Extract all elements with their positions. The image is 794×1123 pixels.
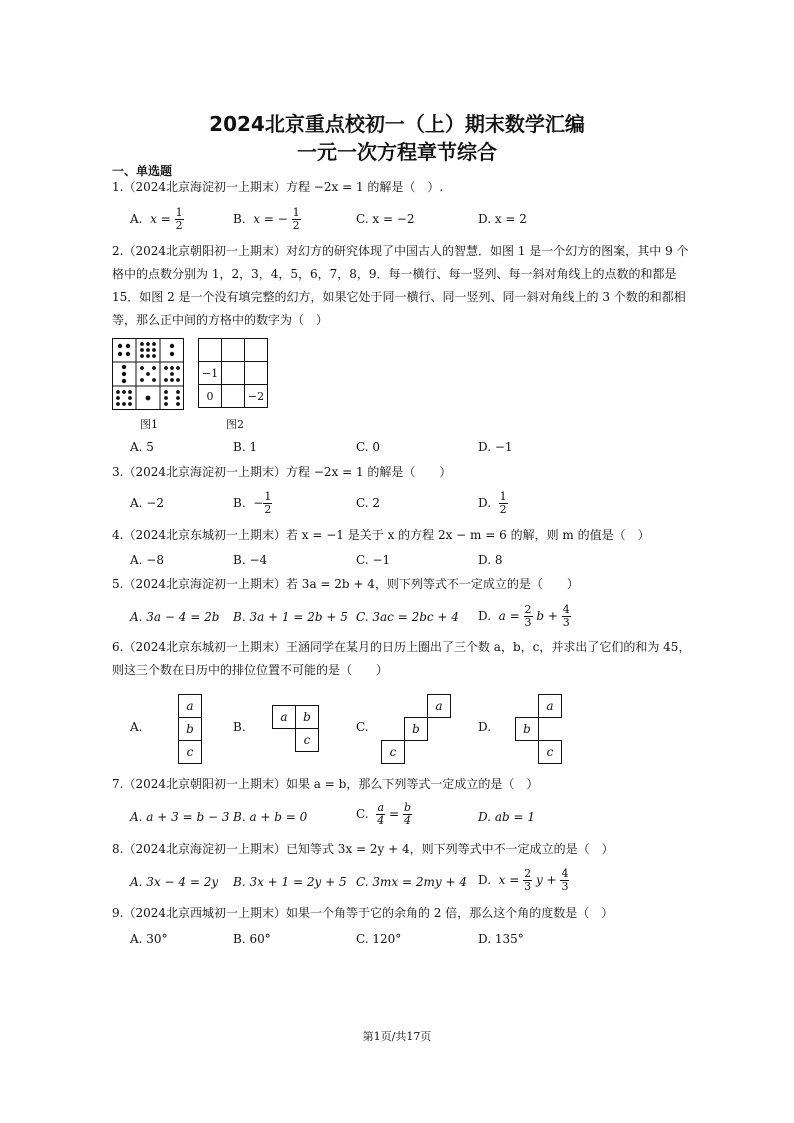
calendar-cell-c: c (295, 728, 319, 752)
calendar-cell-a: a (178, 694, 202, 718)
question-3: 3.（2024北京海淀初一上期末）方程 −2x = 1 的解是（ ） (112, 465, 452, 479)
question-2: 2.（2024北京朝阳初一上期末）对幻方的研究体现了中国古人的智慧．如图 1 是一个幻方的图案，其中 9 个格中的点数分别为 1，2，3，4，5，6，7，8，9．每一横行、每一竖列、每一斜对角线上的点数的和都是 15．如图 2 是一个没有填完整的幻方，如果它处于同一横行、同一竖列、同一斜对角线上的 3 个数的和都相等，那么正中间的方格中的数字为（ ） (112, 244, 689, 327)
question-7: 7.（2024北京朝阳初一上期末）如果 a = b，那么下列等式一定成立的是（ ） (112, 777, 539, 791)
figure-1-caption: 图1 (140, 418, 158, 431)
option-c[interactable]: C. 0 (356, 440, 381, 454)
option-a[interactable]: A. a + 3 = b − 3 (130, 810, 230, 824)
magic-square-figure-2 (198, 338, 268, 408)
cell-bot-left: 0 (199, 385, 222, 408)
figure-2-caption: 图2 (226, 418, 244, 431)
cell-mid-left: −1 (199, 362, 222, 385)
option-b[interactable]: B. a + b = 0 (233, 810, 308, 824)
option-d[interactable]: D. ab = 1 (478, 810, 535, 824)
option-a[interactable]: A. −8 (130, 553, 164, 567)
calendar-cell-a: a (427, 694, 451, 718)
question-1: 1.（2024北京海淀初一上期末）方程 −2x = 1 的解是（ ）. (112, 180, 444, 194)
calendar-cell-b: b (178, 717, 202, 741)
option-d[interactable]: D. 8 (478, 553, 503, 567)
magic-square-figure-1 (112, 338, 184, 410)
option-b[interactable]: B. (233, 720, 246, 734)
page-number: 第1页/共17页 (362, 1030, 432, 1043)
calendar-cell-a: a (272, 705, 296, 729)
calendar-cell-a: a (538, 694, 562, 718)
option-b[interactable]: B. 3a + 1 = 2b + 5 (233, 610, 348, 624)
option-d[interactable]: D. 135° (478, 932, 524, 946)
option-a[interactable]: A. x = $\frac{1}{2}$ (130, 206, 183, 232)
option-a[interactable]: A. 5 (130, 440, 154, 454)
option-a[interactable]: A. 3x − 4 = 2y (130, 875, 219, 889)
option-a[interactable]: A. 30° (130, 932, 168, 946)
page-title: 2024北京重点校初一（上）期末数学汇编 (209, 112, 585, 136)
option-c[interactable]: C. −1 (356, 553, 391, 567)
page-subtitle: 一元一次方程章节综合 (297, 140, 497, 164)
question-8: 8.（2024北京海淀初一上期末）已知等式 3x = 2y + 4，则下列等式中不一定成立的是（ ） (112, 842, 614, 856)
option-d[interactable]: D. (478, 720, 492, 734)
question-5: 5.（2024北京海淀初一上期末）若 3a = 2b + 4，则下列等式不一定成立的是（ ） (112, 577, 579, 591)
calendar-cell-b: b (404, 717, 428, 741)
option-c[interactable]: C. 3ac = 2bc + 4 (356, 610, 459, 624)
option-b[interactable]: B. 1 (233, 440, 258, 454)
option-c[interactable]: C. 120° (356, 932, 402, 946)
cell-bot-right: −2 (245, 385, 268, 408)
option-b[interactable]: B. 60° (233, 932, 271, 946)
calendar-cell-b: b (515, 717, 539, 741)
option-d[interactable]: D. a = $\frac{2}{3}$ b + $\frac{4}{3}$ (478, 603, 570, 629)
option-d[interactable]: D. $\frac{1}{2}$ (478, 490, 507, 516)
option-c[interactable]: C. (356, 720, 369, 734)
calendar-cell-c: c (381, 740, 405, 764)
question-6: 6.（2024北京东城初一上期末）王涵同学在某月的日历上圈出了三个数 a，b，c，并求出了它们的和为 45，则这三个数在日历中的排位位置不可能的是（ ） (112, 640, 691, 677)
option-d[interactable]: D. x = 2 (478, 212, 527, 226)
option-a[interactable]: A. (130, 720, 143, 734)
calendar-cell-c: c (178, 740, 202, 764)
question-4: 4.（2024北京东城初一上期末）若 x = −1 是关于 x 的方程 2x − m = 6 的解，则 m 的值是（ ） (112, 528, 650, 542)
calendar-cell-b: b (295, 705, 319, 729)
calendar-cell-c: c (538, 740, 562, 764)
option-c[interactable]: C. 2 (356, 496, 381, 510)
option-b[interactable]: B. 3x + 1 = 2y + 5 (233, 875, 347, 889)
option-d[interactable]: D. x = $\frac{2}{3}$ y + $\frac{4}{3}$ (478, 867, 569, 893)
option-c[interactable]: C. x = −2 (356, 212, 415, 226)
option-d[interactable]: D. −1 (478, 440, 513, 454)
option-a[interactable]: A. −2 (130, 496, 164, 510)
option-a[interactable]: A. 3a − 4 = 2b (130, 610, 220, 624)
question-9: 9.（2024北京西城初一上期末）如果一个角等于它的余角的 2 倍，那么这个角的度数是（ ） (112, 906, 614, 920)
option-b[interactable]: B. − $\frac{1}{2}$ (233, 490, 272, 516)
option-b[interactable]: B. x = − $\frac{1}{2}$ (233, 206, 300, 232)
option-c[interactable]: C. $\frac{a}{4}$ = $\frac{b}{4}$ (356, 801, 411, 827)
option-b[interactable]: B. −4 (233, 553, 268, 567)
section-heading: 一、单选题 (112, 164, 173, 178)
option-c[interactable]: C. 3mx = 2my + 4 (356, 875, 467, 889)
